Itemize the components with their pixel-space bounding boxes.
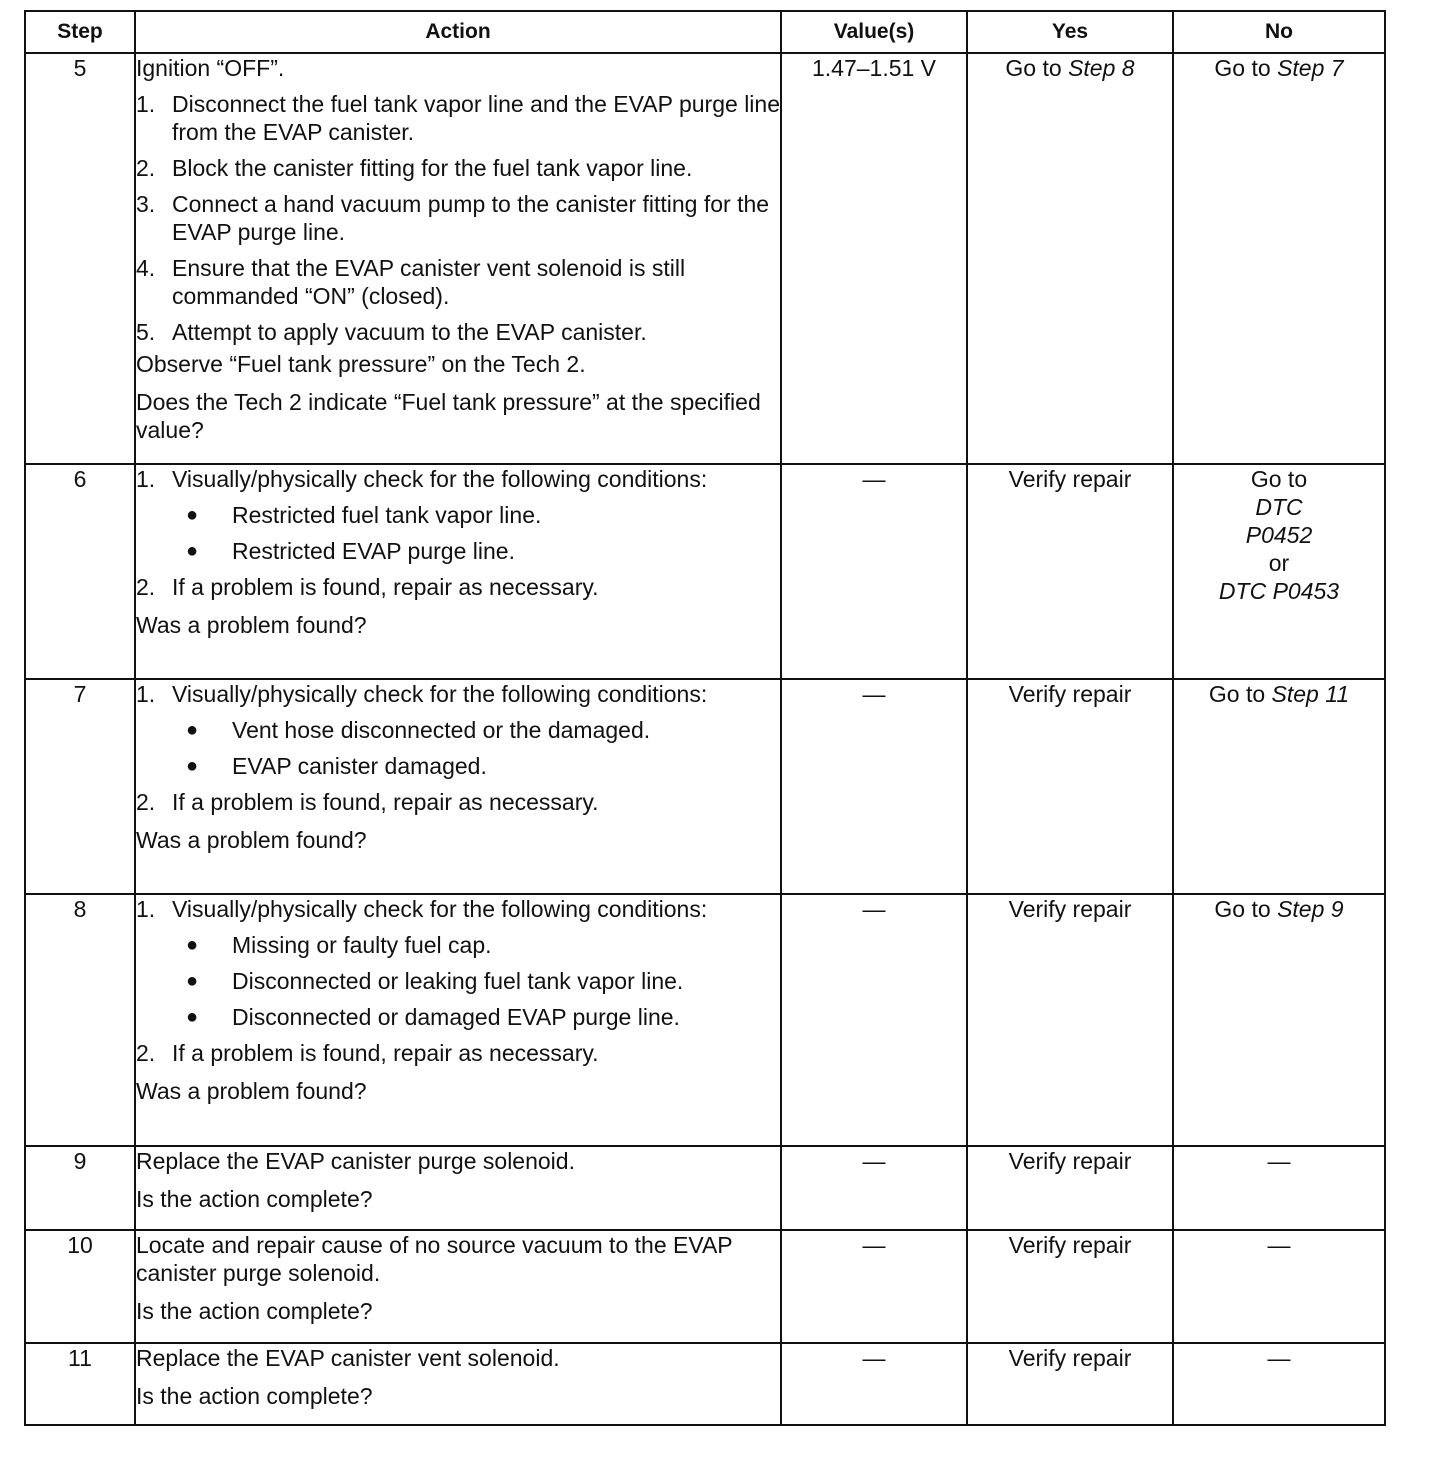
step-number: 7 [25, 679, 135, 894]
yes-cell: Verify repair [967, 464, 1173, 679]
action-text: Replace the EVAP canister vent solenoid. [136, 1345, 560, 1371]
value-cell: — [781, 679, 967, 894]
bullet-item: ● Disconnected or leaking fuel tank vapor line. [186, 968, 684, 994]
action-cell [135, 679, 781, 894]
bullet-item: ● Disconnected or damaged EVAP purge line. [186, 1004, 680, 1030]
no-cell: Go to Step 9 [1173, 894, 1385, 1146]
action-question: Is the action complete? [136, 1383, 373, 1409]
value-cell: — [781, 1230, 967, 1343]
step-number: 9 [25, 1146, 135, 1230]
numbered-item: 1. Disconnect the fuel tank vapor line and the EVAP purge line from the EVAP canister. [136, 91, 780, 145]
numbered-item: 4. Ensure that the EVAP canister vent solenoid is still commanded “ON” (closed). [136, 255, 686, 309]
bullet-item: ● Restricted fuel tank vapor line. [186, 502, 542, 528]
action-cell [135, 1343, 781, 1425]
step-link[interactable]: Step 11 [1271, 681, 1350, 707]
bullet-item: ● Missing or faulty fuel cap. [186, 932, 492, 958]
action-cell [135, 1146, 781, 1230]
dtc-link[interactable]: DTC [1255, 494, 1303, 520]
table-row-step-5 [25, 53, 1385, 464]
numbered-item: 2. Block the canister fitting for the fuel tank vapor line. [136, 155, 693, 181]
value-cell: 1.47–1.51 V [781, 53, 967, 464]
bullet-item: ● EVAP canister damaged. [186, 753, 487, 779]
step-number: 11 [25, 1343, 135, 1425]
table-row-step-11 [25, 1343, 1385, 1425]
header-yes: Yes [967, 11, 1173, 53]
dtc-link[interactable]: DTC P0453 [1218, 578, 1340, 604]
header-row [25, 11, 1385, 53]
action-cell [135, 894, 781, 1146]
header-action: Action [135, 11, 781, 53]
action-question: Is the action complete? [136, 1186, 373, 1212]
action-question: Was a problem found? [136, 1078, 367, 1104]
no-cell: Go to DTC P0452 or DTC P0453 [1173, 464, 1385, 679]
action-question: Was a problem found? [136, 827, 367, 853]
numbered-item: 1. Visually/physically check for the following conditions: [136, 681, 708, 707]
step-number: 10 [25, 1230, 135, 1343]
numbered-item: 2. If a problem is found, repair as necessary. [136, 789, 599, 815]
no-cell: Go to Step 7 [1173, 53, 1385, 464]
step-link[interactable]: Step 7 [1277, 55, 1344, 81]
table-row-step-10 [25, 1230, 1385, 1343]
yes-cell: Verify repair [967, 1146, 1173, 1230]
header-no: No [1173, 11, 1385, 53]
numbered-item: 1. Visually/physically check for the following conditions: [136, 896, 708, 922]
yes-cell: Verify repair [967, 894, 1173, 1146]
action-text: Replace the EVAP canister purge solenoid. [136, 1148, 575, 1174]
step-link[interactable]: Step 9 [1277, 896, 1344, 922]
step-number: 5 [25, 53, 135, 464]
value-cell: — [781, 894, 967, 1146]
value-cell: — [781, 1146, 967, 1230]
header-step: Step [25, 11, 135, 53]
numbered-item: 3. Connect a hand vacuum pump to the canister fitting for the EVAP purge line. [136, 191, 770, 245]
step-link[interactable]: Step 8 [1068, 55, 1135, 81]
bullet-item: ● Restricted EVAP purge line. [186, 538, 515, 564]
action-intro: Ignition “OFF”. [136, 55, 285, 81]
numbered-item: 5. Attempt to apply vacuum to the EVAP canister. [136, 319, 647, 345]
action-cell [135, 53, 781, 464]
diagnostic-table [24, 10, 1386, 1426]
step-number: 6 [25, 464, 135, 679]
no-cell: — [1173, 1146, 1385, 1230]
yes-cell: Verify repair [967, 1343, 1173, 1425]
numbered-item: 1. Visually/physically check for the following conditions: [136, 466, 708, 492]
yes-cell: Go to Step 8 [967, 53, 1173, 464]
action-question: Does the Tech 2 indicate “Fuel tank pressure” at the specified value? [136, 389, 761, 443]
table-row-step-7 [25, 679, 1385, 894]
bullet-item: ● Vent hose disconnected or the damaged. [186, 717, 651, 743]
header-values: Value(s) [781, 11, 967, 53]
value-cell: — [781, 464, 967, 679]
action-question: Is the action complete? [136, 1298, 373, 1324]
no-cell: — [1173, 1230, 1385, 1343]
no-cell: — [1173, 1343, 1385, 1425]
table-row-step-8 [25, 894, 1385, 1146]
action-question: Was a problem found? [136, 612, 367, 638]
numbered-item: 2. If a problem is found, repair as necessary. [136, 574, 599, 600]
action-observe: Observe “Fuel tank pressure” on the Tech 2. [136, 351, 586, 377]
table-row-step-9 [25, 1146, 1385, 1230]
dtc-link[interactable]: P0452 [1245, 522, 1313, 548]
action-cell [135, 1230, 781, 1343]
step-number: 8 [25, 894, 135, 1146]
table-row-step-6 [25, 464, 1385, 679]
no-cell: Go to Step 11 [1173, 679, 1385, 894]
yes-cell: Verify repair [967, 1230, 1173, 1343]
value-cell: — [781, 1343, 967, 1425]
action-text: Locate and repair cause of no source vacuum to the EVAP canister purge solenoid. [136, 1232, 733, 1286]
numbered-item: 2. If a problem is found, repair as necessary. [136, 1040, 599, 1066]
action-cell [135, 464, 781, 679]
yes-cell: Verify repair [967, 679, 1173, 894]
